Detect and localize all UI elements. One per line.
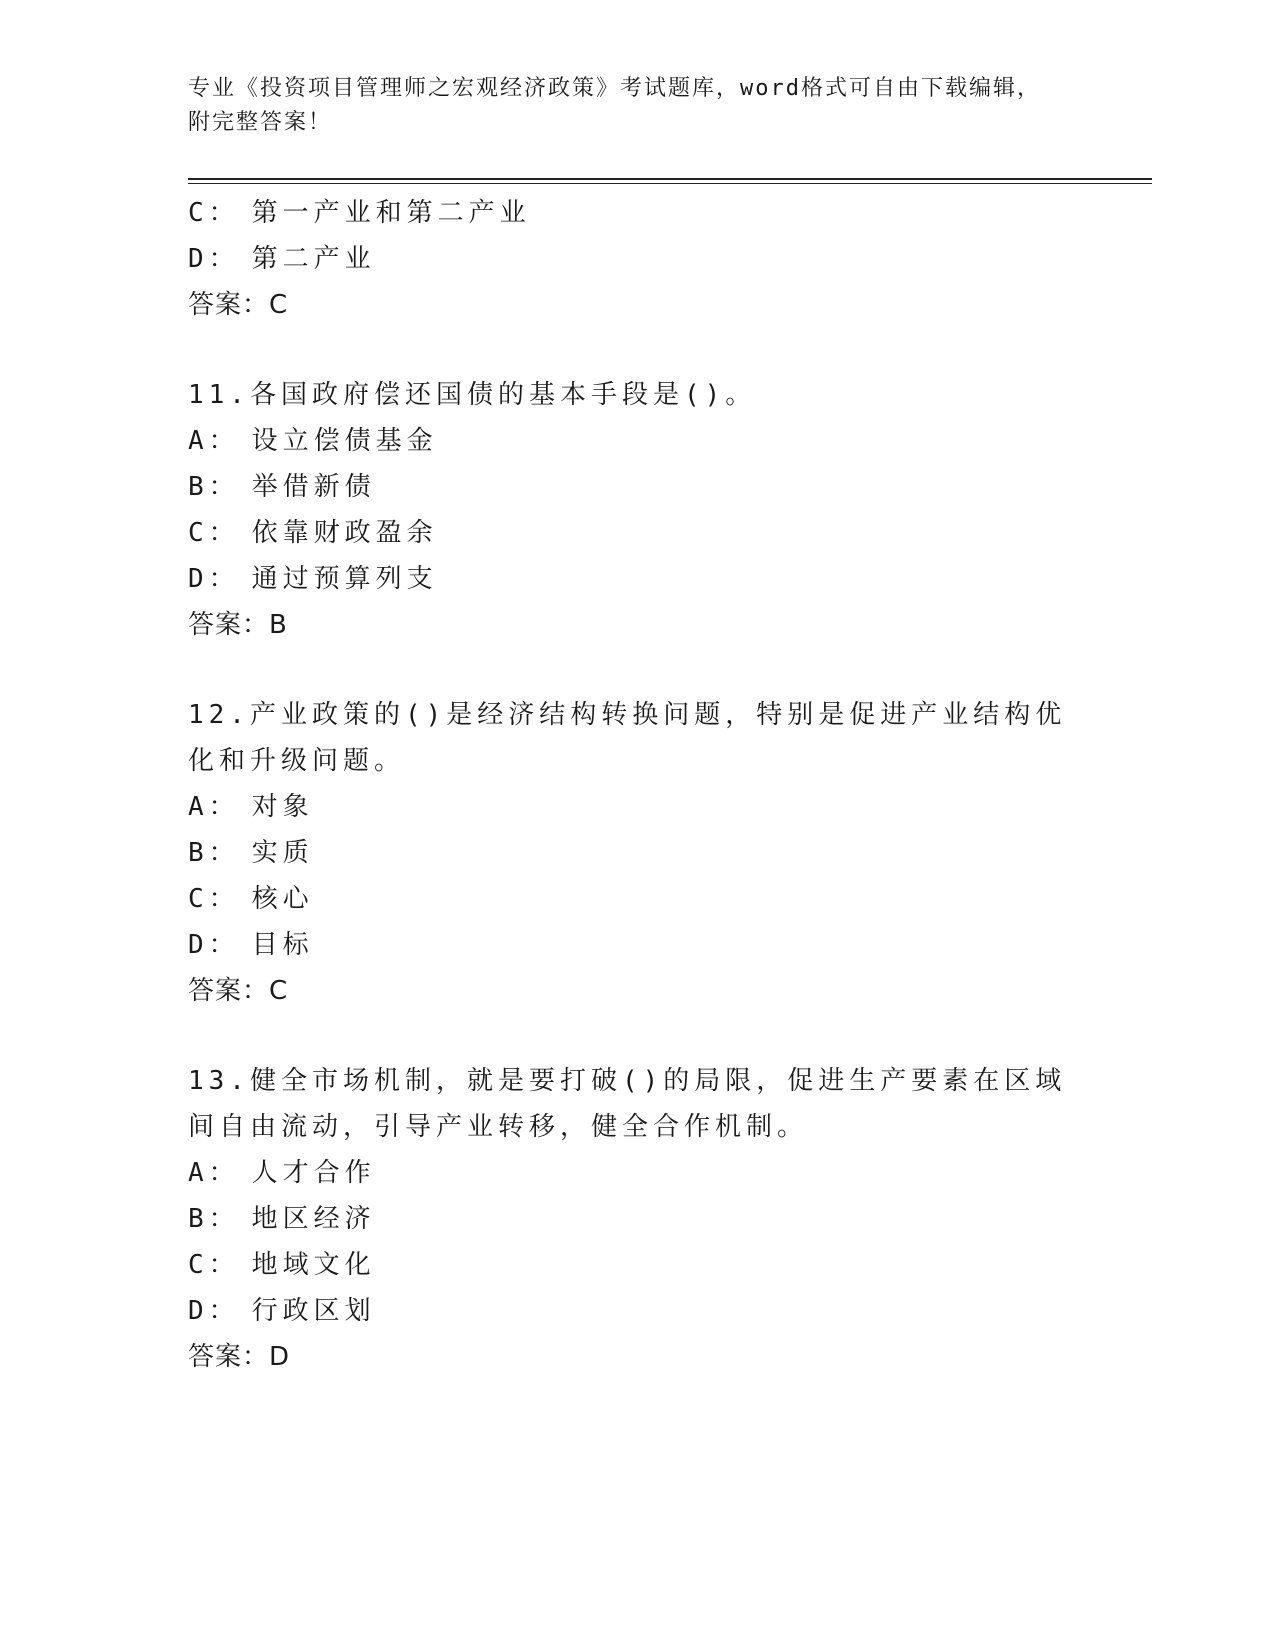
question-list (188, 190, 1088, 1380)
option-b: B： 举借新债 (188, 472, 376, 502)
question-stem: 11.各国政府偿还国债的基本手段是()。 (188, 380, 757, 410)
answer-line: 答案：B (188, 610, 288, 640)
document-header (188, 72, 1068, 140)
option-d: D： 第二产业 (188, 244, 376, 274)
question-12 (188, 692, 1088, 1014)
option-b: B： 地区经济 (188, 1204, 376, 1234)
option-a: A： 设立偿债基金 (188, 426, 438, 456)
question-11 (188, 372, 1088, 648)
question-stem: 13.健全市场机制，就是要打破()的局限，促进生产要素在区域间自由流动，引导产业转移，健全合作机制。 (188, 1066, 1067, 1142)
option-c: C： 第一产业和第二产业 (188, 198, 531, 228)
option-c: C： 地域文化 (188, 1250, 376, 1280)
option-c: C： 依靠财政盈余 (188, 518, 438, 548)
header-line-2: 附完整答案！ (188, 110, 333, 135)
answer-line: 答案：C (188, 290, 289, 320)
option-d: D： 目标 (188, 930, 314, 960)
answer-line: 答案：C (188, 976, 289, 1006)
option-c: C： 核心 (188, 884, 314, 914)
option-d: D： 通过预算列支 (188, 564, 438, 594)
question-10-tail (188, 190, 1088, 328)
header-rule-thick (188, 178, 1152, 180)
option-d: D： 行政区划 (188, 1296, 376, 1326)
option-b: B： 实质 (188, 838, 314, 868)
question-13 (188, 1058, 1088, 1380)
header-line-1: 专业《投资项目管理师之宏观经济政策》考试题库，word格式可自由下载编辑， (188, 76, 1041, 101)
option-a: A： 人才合作 (188, 1158, 376, 1188)
option-a: A： 对象 (188, 792, 314, 822)
answer-line: 答案：D (188, 1342, 291, 1372)
question-stem: 12.产业政策的()是经济结构转换问题，特别是促进产业结构优化和升级问题。 (188, 700, 1067, 776)
header-rule-thin (188, 183, 1152, 184)
